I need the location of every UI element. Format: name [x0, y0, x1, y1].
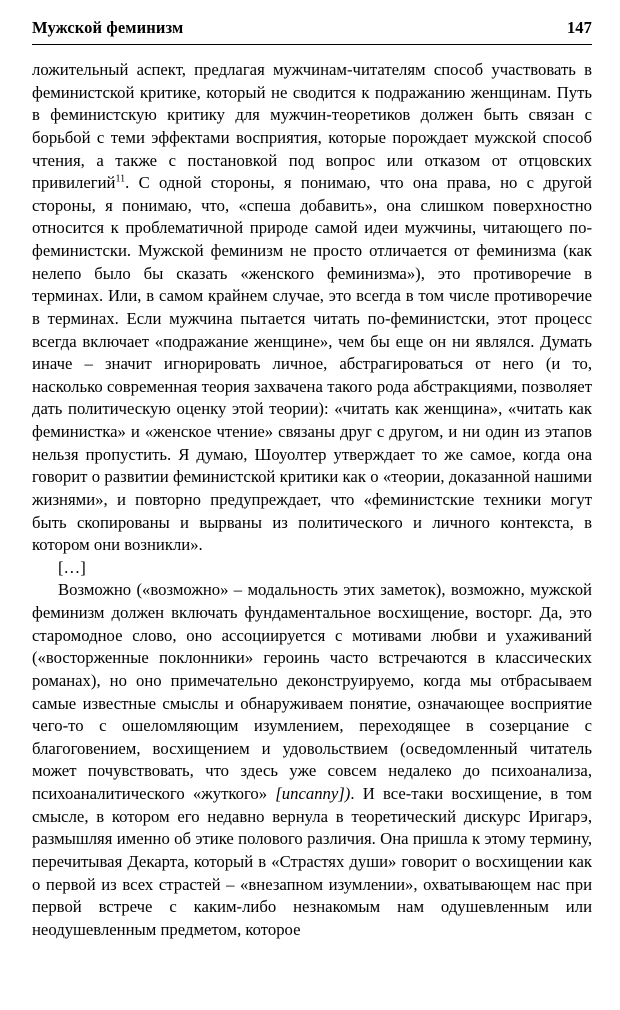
para-2: […]	[58, 557, 86, 577]
header-divider	[32, 44, 592, 45]
footnote-marker: 11	[115, 173, 126, 185]
body-text	[32, 59, 592, 941]
page-header	[32, 18, 592, 38]
para-1: ложительный аспект, предлагая мужчинам-читателям способ участвовать в феминистской критике, который не сводится к подражанию женщинам. Путь в феминистскую критику для мужчин-теоретиков должен быть связан с борьбой с теми эффектами восприятия, которые порождает мужской способ чтения, а также с постановкой под вопрос или отказом от отцовских привилегий$^{11}$. С одной стороны, я понимаю, что она права, но с другой стороны, я понимаю, что, «спеша добавить», она слишком поверхностно относится к проблематичной природе самой идеи мужчины, читающего по-феминистски. Мужской феминизм не просто отличается от феминизма (как нелепо было бы сказать «женского феминизма»), это противоречие в терминах. Или, в самом крайнем случае, это всегда в том числе противоречие в терминах. Если мужчина пытается читать по-феминистски, этот процесс всегда включает «подражание женщине», чем бы еще он ни являлся. Думать иначе – значит игнорировать личное, абстрагироваться от него (и то, насколько современная теория захвачена такого рода абстракциями, позволяет дать политическую оценку этой теории): «читать как женщина», «читать как феминистка» и «женское чтение» связаны друг с другом, и ни один из этапов нельзя пропустить. Я думаю, Шоуолтер утверждает то же самое, когда она говорит о развитии феминистской критики как о «теории, доказанной нашими жизнями», и повторно предупреждает, что «феминистские техники могут быть скопированы и вырваны из политического и личного контекста, в котором они возникли».	[32, 60, 592, 555]
running-title: Мужской феминизм	[32, 18, 184, 37]
para-3: Возможно («возможно» – модальность этих заметок), возможно, мужской феминизм должен включать фундаментальное восхищение, восторг. Да, это старомодное слово, оно ассоциируется с мотивами любви и ухаживаний («восторженные поклонники» героинь часто встречаются в классических романах), но оно примечательно деконструируемо, когда мы отбрасываем самые известные смыслы и обнаруживаем понятие, означающее восприятие чего-то с ошеломляющим изумлением, переходящее в созерцание с благоговением, восхищением и удовольствием (осведомленный читатель может почувствовать, что здесь уже совсем недалеко до психоанализа, психоаналитического «жуткого» [uncanny]). И все-таки восхищение, в том смысле, в котором его недавно вернула в теоретический дискурс Иригарэ, размышляя именно об этике полового различия. Она пришла к этому термину, перечитывая Декарта, который в «Страстях души» говорит о восхищении как о первой из всех страстей – «внезапном изумлении», охватывающем нас при первой встрече с каким-либо незнакомым нам одушевленным или неодушевленным предметом, которое	[32, 580, 592, 939]
italic-term: [uncanny])	[275, 784, 351, 803]
page-number: 147	[566, 18, 592, 37]
